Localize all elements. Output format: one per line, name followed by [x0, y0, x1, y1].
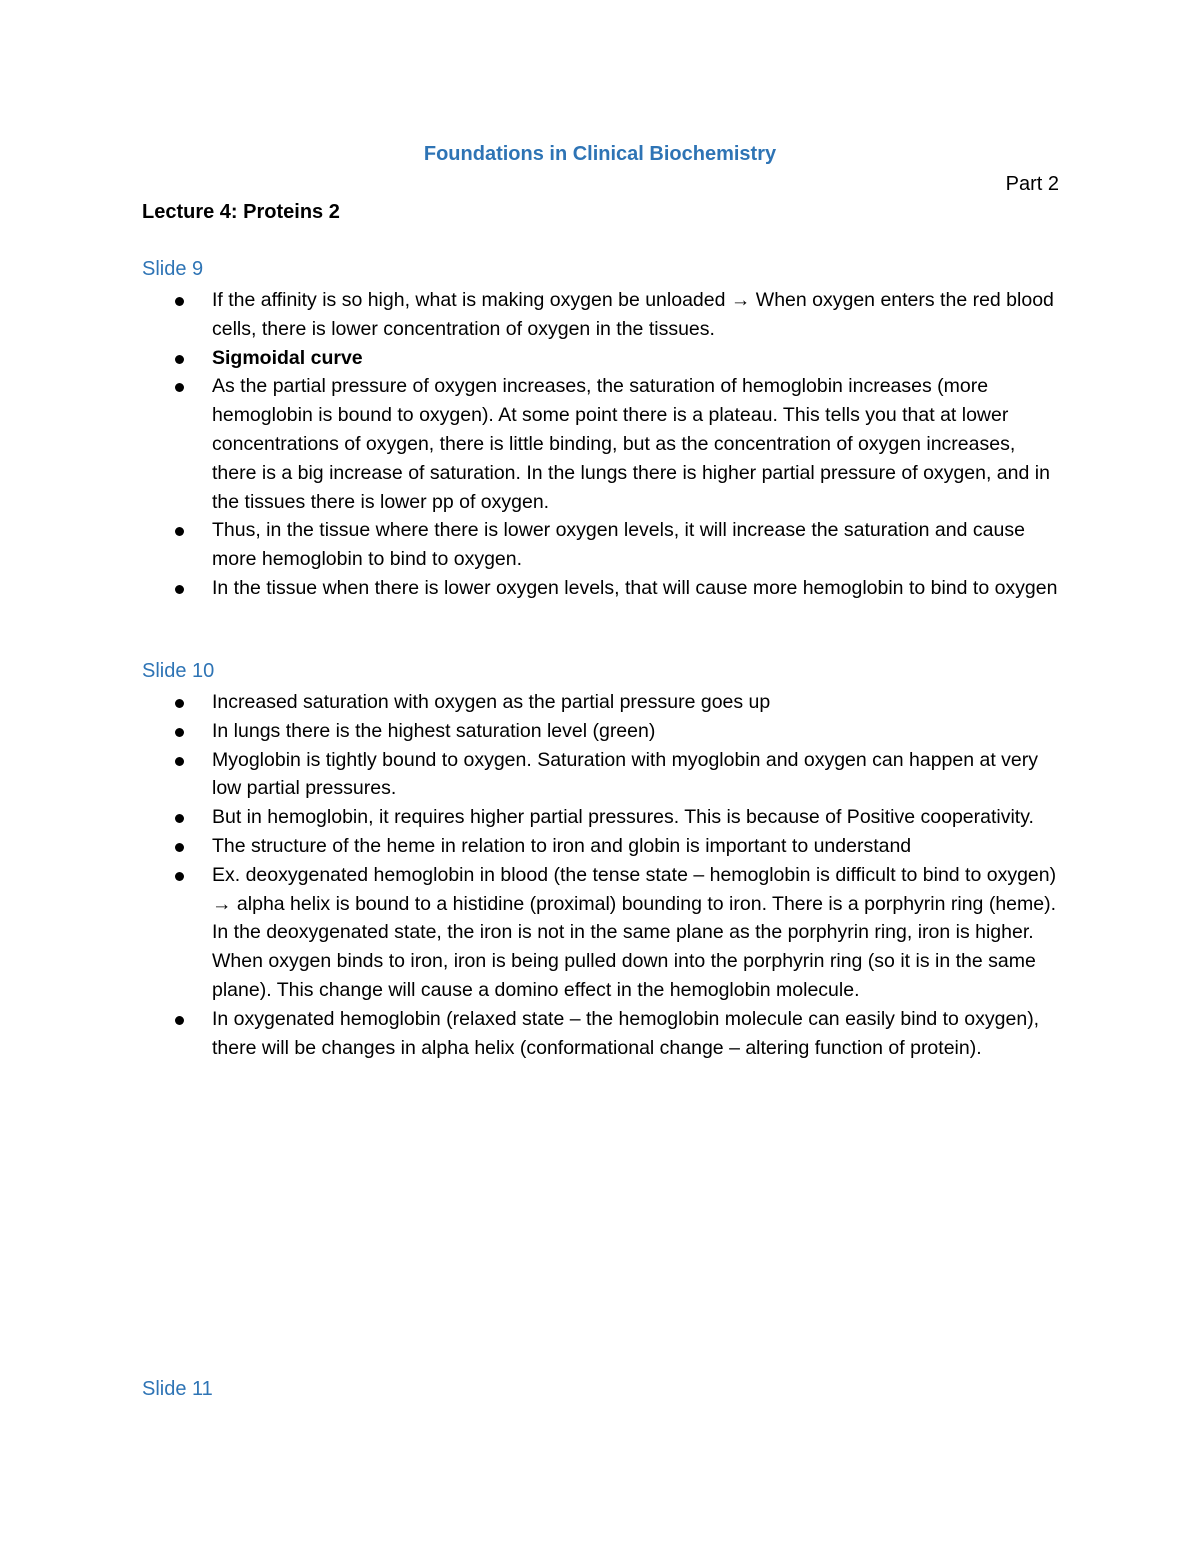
bullet-text: In the tissue when there is lower oxygen levels, that will cause more hemoglobin to bind to oxygen	[212, 576, 1058, 599]
bullet-text: In oxygenated hemoglobin (relaxed state – the hemoglobin molecule can easily bind to oxygen), there will be changes in alpha helix (conformational change – altering function of protein).	[212, 1007, 1040, 1059]
slide-heading-11: Slide 11	[142, 1378, 213, 1400]
part-label: Part 2	[1005, 173, 1059, 195]
list-item	[142, 717, 1062, 746]
list-item	[142, 1005, 1062, 1063]
bullet-text: The structure of the heme in relation to iron and globin is important to understand	[212, 834, 912, 857]
list-item	[142, 574, 1062, 603]
bullet-text: Thus, in the tissue where there is lower oxygen levels, it will increase the saturation and cause more hemoglobin to bind to oxygen.	[212, 519, 1025, 571]
document-title: Foundations in Clinical Biochemistry	[423, 143, 777, 165]
bullet-icon	[175, 728, 184, 737]
bullet-text: Increased saturation with oxygen as the partial pressure goes up	[212, 691, 771, 713]
lecture-heading: Lecture 4: Proteins 2	[142, 201, 340, 223]
list-item	[142, 861, 1062, 1005]
bullet-icon	[175, 355, 184, 364]
list-item	[142, 516, 1062, 574]
bullet-icon	[175, 297, 184, 306]
list-item	[142, 688, 1062, 717]
bullet-text: Sigmoidal curve	[212, 346, 363, 369]
list-item	[142, 344, 1062, 373]
slide-heading-9: Slide 9	[142, 258, 204, 280]
list-item	[142, 746, 1062, 804]
bullet-icon	[175, 383, 184, 392]
bullet-icon	[175, 757, 184, 766]
bullet-icon	[175, 814, 184, 823]
bullet-icon	[175, 843, 184, 852]
list-item	[142, 832, 1062, 861]
slide-10-bullet-list	[142, 688, 1062, 1062]
bullet-icon	[175, 585, 184, 594]
slide-heading-10: Slide 10	[142, 660, 215, 682]
list-item	[142, 372, 1062, 516]
bullet-text: But in hemoglobin, it requires higher partial pressures. This is because of Positive cooperativity.	[212, 806, 1034, 829]
list-item	[142, 286, 1062, 344]
bullet-text: Myoglobin is tightly bound to oxygen. Saturation with myoglobin and oxygen can happen at very low partial pressures.	[212, 748, 1039, 800]
bullet-icon	[175, 1016, 184, 1025]
bullet-icon	[175, 527, 184, 536]
bullet-text: If the affinity is so high, what is making oxygen be unloaded → When oxygen enters the red blood cells, there is lower concentration of oxygen in the tissues.	[212, 289, 1054, 340]
bullet-text: In lungs there is the highest saturation level (green)	[212, 719, 656, 742]
bullet-text: As the partial pressure of oxygen increases, the saturation of hemoglobin increases (more hemoglobin is bound to oxygen). At some point there is a plateau. This tells you that at lower concentrations of oxygen, there is little binding, but as the concentration of oxygen increases, there is a big increase of saturation. In the lungs there is higher partial pressure of oxygen, and in the tissues there is lower pp of oxygen.	[212, 375, 1050, 513]
slide-9-bullet-list	[142, 286, 1062, 603]
bullet-text: Ex. deoxygenated hemoglobin in blood (the tense state – hemoglobin is difficult to bind to oxygen) → alpha helix is bound to a histidine (proximal) bounding to iron. There is a porphyrin ring (heme). In the deoxygenated state, the iron is not in the same plane as the porphyrin ring, iron is higher. When oxygen binds to iron, iron is being pulled down into the porphyrin ring (so it is in the same plane). This change will cause a domino effect in the hemoglobin molecule.	[212, 863, 1057, 1001]
bullet-icon	[175, 872, 184, 881]
bullet-icon	[175, 699, 184, 708]
list-item	[142, 803, 1062, 832]
